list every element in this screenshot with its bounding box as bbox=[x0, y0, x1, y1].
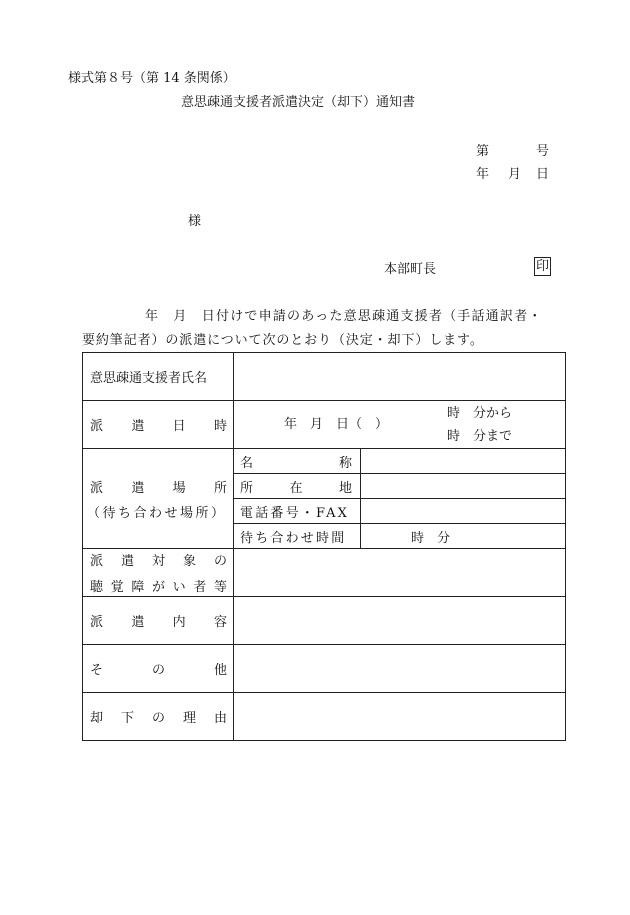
form-number: 様式第８号（第 14 条関係） bbox=[68, 71, 236, 86]
number-prefix: 第 bbox=[476, 144, 490, 159]
label-dispatch-datetime: 派 遣 日 時 bbox=[90, 419, 227, 434]
date-month: 月 bbox=[508, 167, 522, 182]
label-dispatch-place: 派 遣 場 所 bbox=[90, 480, 227, 496]
label-supporter-name: 意思疎通支援者氏名 bbox=[90, 371, 208, 386]
label-other: そ の 他 bbox=[90, 663, 227, 678]
label-dispatch-content: 派 遣 内 容 bbox=[90, 615, 227, 630]
label-target-person-b: 聴 覚 障 が い 者 等 bbox=[90, 580, 227, 595]
date-year: 年 bbox=[476, 167, 490, 182]
meeting-time-value: 時 分 bbox=[411, 530, 451, 546]
body-line-2: 要約筆記者）の派遣について次のとおり（決定・却下）します。 bbox=[82, 333, 484, 348]
body-line-1: 年 月 日付けで申請のあった意思疎通支援者（手話通訳者・ bbox=[145, 309, 543, 324]
label-target-person-a: 派 遣 対 象 の bbox=[90, 554, 227, 569]
document-title: 意思疎通支援者派遣決定（却下）通知書 bbox=[181, 95, 416, 110]
row-dispatch-content bbox=[83, 597, 566, 645]
sub-row-meeting-time: 待ち合わせ時間 時 分 bbox=[234, 524, 565, 548]
date-day: 日 bbox=[536, 167, 550, 182]
recipient-suffix: 様 bbox=[188, 214, 202, 229]
row-dispatch-datetime bbox=[83, 401, 566, 449]
row-other bbox=[83, 645, 566, 693]
dispatch-date: 年 月 日（ ） bbox=[284, 417, 389, 432]
row-supporter-name bbox=[83, 353, 566, 401]
number-suffix: 号 bbox=[536, 144, 550, 159]
label-rejection-reason: 却 下 の 理 由 bbox=[90, 711, 227, 726]
dispatch-time-to: 時 分まで bbox=[447, 429, 513, 444]
sub-row-name: 名 称 bbox=[234, 449, 565, 474]
decision-table bbox=[82, 352, 566, 741]
seal-mark: 印 bbox=[536, 259, 550, 274]
sub-row-phone-fax: 電話番号・FAX bbox=[234, 499, 565, 524]
row-dispatch-place bbox=[83, 449, 566, 549]
sub-row-address: 所 在 地 bbox=[234, 474, 565, 499]
row-target-person bbox=[83, 549, 566, 597]
value-supporter-name bbox=[234, 353, 566, 401]
label-meeting-place: （待ち合わせ場所） bbox=[87, 505, 227, 521]
issuer: 本部町長 bbox=[384, 262, 437, 277]
dispatch-time-from: 時 分から bbox=[447, 406, 513, 421]
row-rejection-reason bbox=[83, 693, 566, 741]
